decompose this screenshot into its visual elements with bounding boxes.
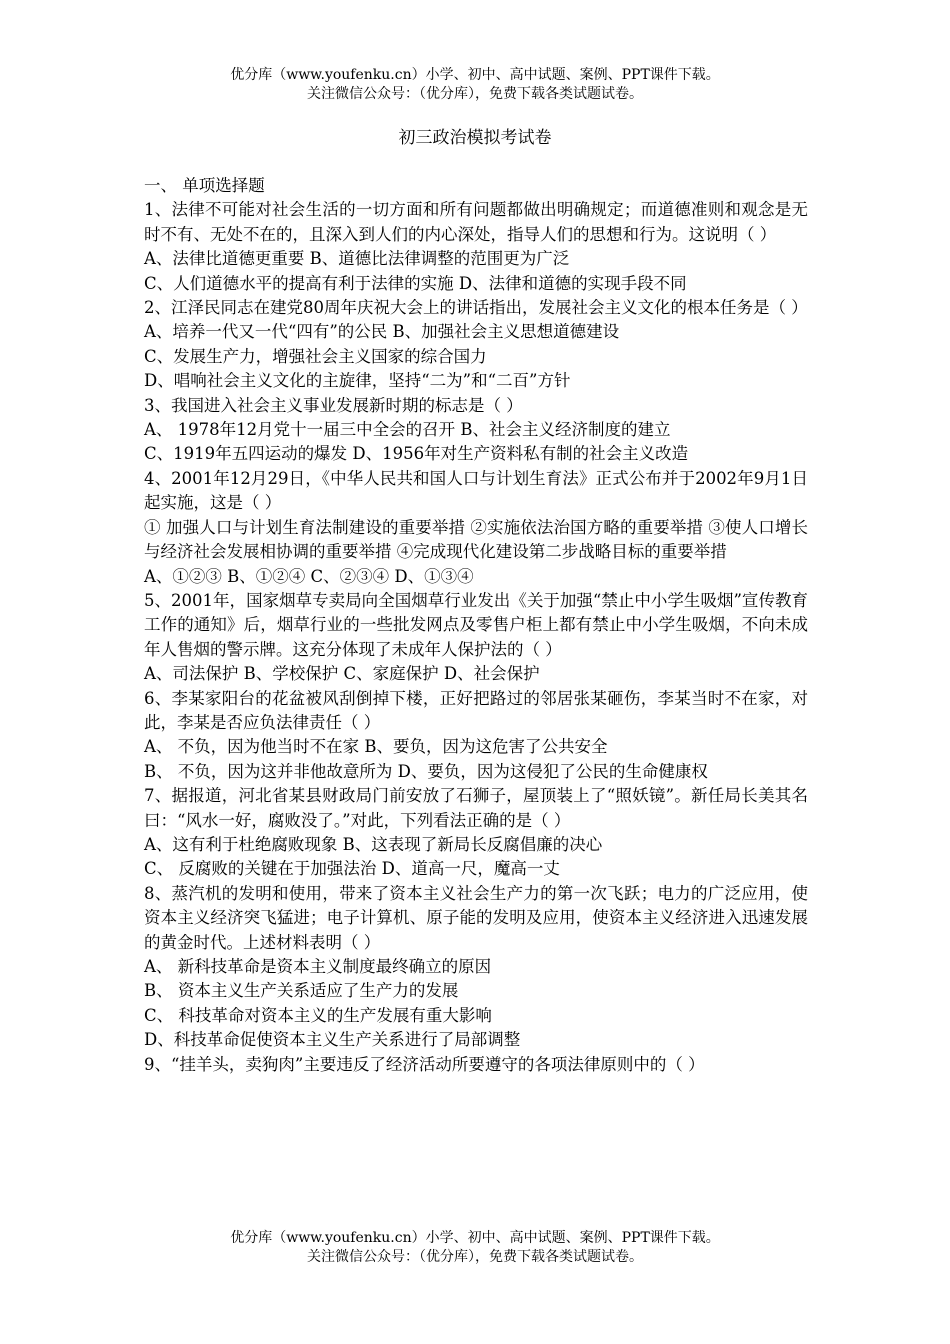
question-8: 8、蒸汽机的发明和使用，带来了资本主义社会生产力的第一次飞跃；电力的广泛应用，使资本主义经济突飞猛进；电子计算机、原子能的发明及应用，使资本主义经济进入迅速发展的黄金时代。上述材料表明（ ） xyxy=(144,883,808,952)
question-7-options-ab: A、这有利于杜绝腐败现象 B、这表现了新局长反腐倡廉的决心 xyxy=(144,834,603,854)
document-body xyxy=(144,174,808,1077)
question-6: 6、李某家阳台的花盆被风刮倒掉下楼，正好把路过的邻居张某砸伤，李某当时不在家，对此，李某是否应负法律责任（ ） xyxy=(144,688,808,732)
header-line-2: 关注微信公众号：（优分库），免费下载各类试题试卷。 xyxy=(307,86,643,102)
question-3: 3、我国进入社会主义事业发展新时期的标志是（ ） xyxy=(144,395,523,415)
question-1-options-ab: A、法律比道德更重要 B、道德比法律调整的范围更为广泛 xyxy=(144,249,570,269)
question-8-option-b: B、 资本主义生产关系适应了生产力的发展 xyxy=(144,981,459,1001)
question-3-options-cd: C、1919年五四运动的爆发 D、1956年对生产资料私有制的社会主义改造 xyxy=(144,444,689,464)
question-6-options-ab: A、 不负，因为他当时不在家 B、要负，因为这危害了公共安全 xyxy=(144,737,608,757)
question-2-option-c: C、发展生产力，增强社会主义国家的综合国力 xyxy=(144,346,487,366)
question-4: 4、2001年12月29日，《中华人民共和国人口与计划生育法》正式公布并于2002年9月1日起实施，这是（ ） xyxy=(144,468,808,513)
question-5: 5、2001年，国家烟草专卖局向全国烟草行业发出《关于加强“禁止中小学生吸烟”宣传教育工作的通知》后，烟草行业的一些批发网点及零售户柜上都有禁止中小学生吸烟，不向未成年人售烟的警示牌。这充分体现了未成年人保护法的（ ） xyxy=(144,590,808,659)
question-8-option-a: A、 新科技革命是资本主义制度最终确立的原因 xyxy=(144,957,492,976)
footer-line-1: 优分库（www.youfenku.cn）小学、初中、高中试题、案例、PPT课件下载。 xyxy=(230,1230,720,1246)
page-footer xyxy=(0,1229,950,1267)
question-7: 7、据报道，河北省某县财政局门前安放了石狮子，屋顶装上了“照妖镜”。新任局长美其名曰：“风水一好，腐败没了。”对此，下列看法正确的是（ ） xyxy=(144,786,808,830)
section-heading: 一、 单项选择题 xyxy=(144,176,265,195)
question-1: 1、法律不可能对社会生活的一切方面和所有问题都做出明确规定；而道德准则和观念是无时不有、无处不在的，且深入到人们的内心深处，指导人们的思想和行为。这说明（ ） xyxy=(144,200,808,244)
question-5-options: A、司法保护 B、学校保护 C、家庭保护 D、社会保护 xyxy=(144,664,540,684)
question-8-option-c: C、 科技革命对资本主义的生产发展有重大影响 xyxy=(144,1005,492,1025)
question-2-option-d: D、唱响社会主义文化的主旋律，坚持“二为”和“二百”方针 xyxy=(144,371,571,391)
question-8-option-d: D、科技革命促使资本主义生产关系进行了局部调整 xyxy=(144,1030,521,1050)
header-line-1: 优分库（www.youfenku.cn）小学、初中、高中试题、案例、PPT课件下载。 xyxy=(230,67,720,83)
question-7-options-cd: C、 反腐败的关键在于加强法治 D、道高一尺，魔高一丈 xyxy=(144,859,560,879)
question-4-options: A、①②③ B、①②④ C、②③④ D、①③④ xyxy=(144,566,474,586)
question-6-options-bd: B、 不负，因为这并非他故意所为 D、要负，因为这侵犯了公民的生命健康权 xyxy=(144,761,708,781)
page-header xyxy=(0,66,950,104)
question-1-options-cd: C、人们道德水平的提高有利于法律的实施 D、法律和道德的实现手段不同 xyxy=(144,273,687,293)
question-2: 2、江泽民同志在建党80周年庆祝大会上的讲话指出，发展社会主义文化的根本任务是（ ） xyxy=(144,298,808,318)
document-title: 初三政治模拟考试卷 xyxy=(398,128,552,148)
question-9: 9、“挂羊头，卖狗肉”主要违反了经济活动所要遵守的各项法律原则中的（ ） xyxy=(144,1054,705,1074)
footer-line-2: 关注微信公众号：（优分库），免费下载各类试题试卷。 xyxy=(307,1249,643,1265)
question-3-options-ab: A、 1978年12月党十一届三中全会的召开 B、社会主义经济制度的建立 xyxy=(144,420,671,440)
question-2-options-ab: A、培养一代又一代“四有”的公民 B、加强社会主义思想道德建设 xyxy=(144,322,620,342)
question-4-statements: ① 加强人口与计划生育法制建设的重要举措 ②实施依法治国方略的重要举措 ③使人口增长与经济社会发展相协调的重要举措 ④完成现代化建设第二步战略目标的重要举措 xyxy=(144,517,808,562)
